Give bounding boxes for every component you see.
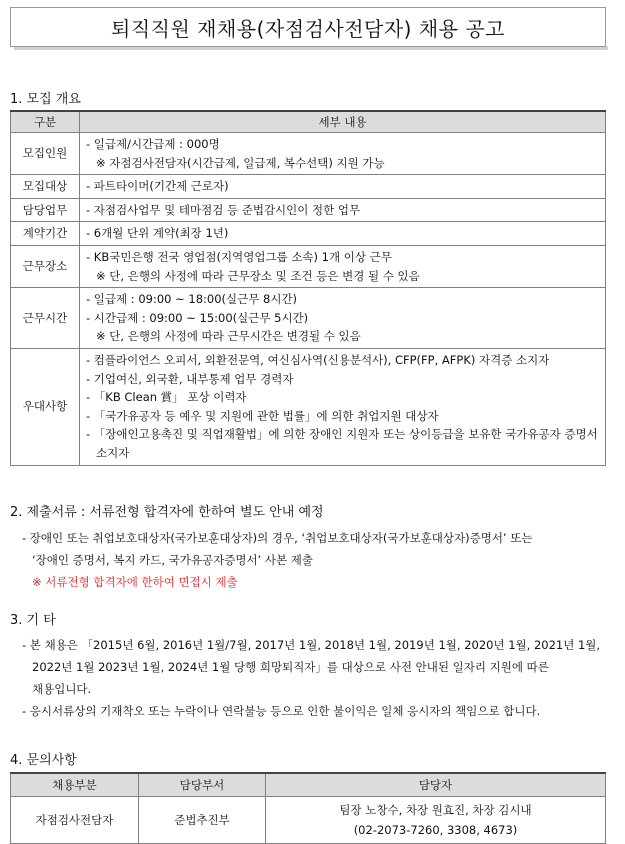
- content-line: - 「국가유공자 등 예우 및 지원에 관한 법률」에 의한 취업지원 대상자: [86, 408, 439, 423]
- section2-line: ‘장애인 증명서, 복지 카드, 국가유공자증명서’ 사본 제출: [32, 553, 313, 567]
- table-row: [11, 198, 606, 222]
- header-dept: 담당부서: [139, 773, 266, 797]
- row-label: 담당업무: [11, 198, 80, 222]
- page-title: 퇴직직원 재채용(자점검사전담자) 채용 공고: [111, 16, 505, 41]
- section3-line: - 본 채용은 「2015년 6월, 2016년 1월/7월, 2017년 1월, 2018년 1월, 2019년 1월, 2020년 1월, 2021년 1월,: [22, 638, 601, 652]
- table-header-row: [11, 111, 606, 133]
- section4-heading: 4. 문의사항: [10, 753, 77, 768]
- row-label: 우대사항: [11, 348, 80, 465]
- content-line: - 자점검사업무 및 테마점검 등 준법감시인이 정한 업무: [86, 202, 361, 217]
- contact-row: [11, 797, 606, 844]
- title-box: [10, 7, 606, 47]
- row-content: [80, 175, 606, 199]
- content-line: - 6개월 단위 계약(최장 1년): [86, 226, 229, 241]
- section3-line: 채용입니다.: [32, 682, 92, 696]
- table-row: [11, 133, 606, 175]
- row-label: 근무시간: [11, 288, 80, 349]
- header-detail: 세부 내용: [80, 111, 606, 133]
- header-category: 구분: [11, 111, 80, 133]
- header-contact: 담당자: [266, 773, 606, 797]
- row-content: [80, 198, 606, 222]
- content-line: - 시간급제 : 09:00 ~ 15:00(실근무 5시간): [86, 310, 309, 325]
- recruitment-overview-table: [10, 110, 606, 466]
- content-note: ※ 자점검사전담자(시간급제, 일급제, 복수선택) 지원 가능: [96, 155, 385, 170]
- section2-heading: 2. 제출서류 : 서류전형 합격자에 한하여 별도 안내 예정: [10, 505, 324, 520]
- table-row: [11, 348, 606, 465]
- row-content: [80, 245, 606, 287]
- content-line: - 「KB Clean 賞」 포상 이력자: [86, 390, 247, 405]
- contact-persons: [266, 797, 606, 844]
- row-label: 모집인원: [11, 133, 80, 175]
- content-line: - 일급제 : 09:00 ~ 18:00(실근무 8시간): [86, 292, 298, 307]
- contact-header-row: [11, 773, 606, 797]
- row-content: [80, 348, 606, 465]
- content-line: 소지자: [96, 445, 130, 460]
- section1-heading: 1. 모집 개요: [10, 92, 81, 107]
- content-line: - 컴플라이언스 오피서, 외환전문역, 여신심사역(신용분석사), CFP(FP, AFPK) 자격증 소지자: [86, 352, 550, 367]
- table-row: [11, 245, 606, 287]
- row-label: 근무장소: [11, 245, 80, 287]
- section2-note: ※ 서류전형 합격자에 한하여 면접시 제출: [32, 575, 238, 589]
- row-content: [80, 133, 606, 175]
- content-line: - 일급제/시간급제 : 000명: [86, 137, 220, 151]
- contact-table: [10, 772, 606, 844]
- contact-dept: 준법추진부: [139, 797, 266, 844]
- section3-body: [22, 634, 600, 722]
- content-line: - 「장애인고용촉진 및 직업재활법」에 의한 장애인 지원자 또는 상이등급을 보유한 국가유공자 증명서: [86, 427, 598, 442]
- content-line: - 기업여신, 외국환, 내부통제 업무 경력자: [86, 371, 294, 386]
- table-row: [11, 222, 606, 246]
- row-content: [80, 222, 606, 246]
- row-label: 모집대상: [11, 175, 80, 199]
- row-content: [80, 288, 606, 349]
- section3-heading: 3. 기 타: [10, 613, 56, 628]
- header-part: 채용부분: [11, 773, 139, 797]
- section2-line: - 장애인 또는 취업보호대상자(국가보훈대상자)의 경우, ‘취업보호대상자(국가보훈대상자)증명서’ 또는: [22, 531, 533, 545]
- content-note: ※ 단, 은행의 사정에 따라 근무장소 및 조건 등은 변경 될 수 있음: [96, 268, 420, 283]
- row-label: 계약기간: [11, 222, 80, 246]
- section3-line: - 응시서류상의 기재착오 또는 누락이나 연락불능 등으로 인한 불이익은 일체 응시자의 책임으로 합니다.: [22, 704, 541, 718]
- contact-part: 자점검사전담자: [11, 797, 139, 844]
- section3-line: 2022년 1월 2023년 1월, 2024년 1월 당행 희망퇴직자」를 대상으로 사전 안내된 일자리 지원에 따른: [32, 660, 549, 674]
- contact-phone: (02-2073-7260, 3308, 4673): [353, 823, 518, 837]
- contact-names: 팀장 노창수, 차장 원효진, 차장 김시내: [339, 803, 532, 817]
- content-line: - KB국민은행 전국 영업점(지역영업그룹 소속) 1개 이상 근무: [86, 249, 392, 264]
- table-row: [11, 288, 606, 349]
- table-row: [11, 175, 606, 199]
- section2-body: [22, 527, 532, 593]
- content-line: - 파트타이머(기간제 근로자): [86, 179, 229, 194]
- content-note: ※ 단, 은행의 사정에 따라 근무시간은 변경될 수 있음: [96, 329, 361, 344]
